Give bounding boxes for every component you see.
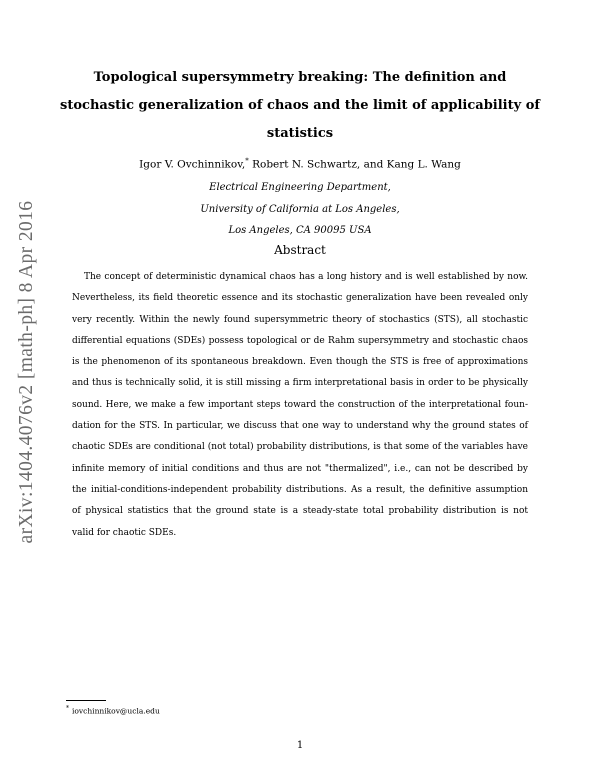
title-line-3: statistics — [266, 126, 334, 141]
abstract-line: differential equations (SDEs) possess topological or de Rahm supersymmetry and stochastic chaos — [72, 335, 528, 346]
abstract-line: very recently. Within the newly found supersymmetric theory of stochastics (STS), all stochastic — [72, 314, 528, 325]
abstract-line: chaotic SDEs are conditional (not total) probability distributions, is that some of the variables have — [72, 442, 528, 453]
author-first: Igor V. Ovchinnikov, — [139, 158, 246, 171]
footnote-rule — [66, 700, 106, 701]
footnote-email-link[interactable]: iovchinnikov@ucla.edu — [72, 706, 160, 716]
abstract-line: valid for chaotic SDEs. — [72, 527, 177, 538]
abstract-line: dation for the STS. In particular, we discuss that one way to understand why the ground states of — [72, 421, 528, 432]
abstract-line: and thus is technically solid, it is still missing a firm interpretational basis in order to be physically — [72, 378, 528, 389]
author-footnote-mark[interactable]: * — [245, 157, 249, 165]
paper-title — [60, 64, 540, 148]
affiliation-line-3: Los Angeles, CA 90095 USA — [228, 225, 372, 236]
abstract-line: the initial-conditions-independent probability distributions. As a result, the definitive assumption — [72, 484, 528, 495]
affiliation-line-2: University of California at Los Angeles, — [200, 203, 400, 215]
abstract-heading: Abstract — [274, 243, 326, 257]
footnote — [66, 705, 160, 716]
affiliation-line-1: Electrical Engineering Department, — [209, 182, 391, 193]
abstract-line: sound. Here, we make a few important steps toward the construction of the interpretational foun- — [72, 399, 528, 410]
title-line-2: stochastic generalization of chaos and the limit of applicability of — [60, 98, 540, 113]
abstract-line: of physical statistics that the ground state is a steady-state total probability distribution is not — [72, 506, 528, 517]
page-number: 1 — [296, 740, 304, 751]
abstract-line: is the phenomenon of its spontaneous breakdown. Even though the STS is free of approximations — [72, 357, 528, 368]
arxiv-identifier-text: arXiv:1404.4076v2 [math-ph] 8 Apr 2016 — [16, 200, 37, 544]
author-rest: Robert N. Schwartz, and Kang L. Wang — [248, 158, 461, 171]
abstract-line: Nevertheless, its field theoretic essence and its stochastic generalization have been revealed only — [72, 293, 528, 304]
abstract-body — [72, 267, 528, 544]
author-list — [60, 154, 540, 172]
footnote-mark: * — [66, 705, 69, 712]
affiliation — [60, 177, 540, 242]
abstract-line: The concept of deterministic dynamical chaos has a long history and is well established by now. — [84, 272, 528, 282]
title-line-1: Topological supersymmetry breaking: The definition and — [93, 70, 507, 85]
abstract-line: infinite memory of initial conditions and thus are not "thermalized", i.e., can not be described by — [72, 463, 528, 474]
